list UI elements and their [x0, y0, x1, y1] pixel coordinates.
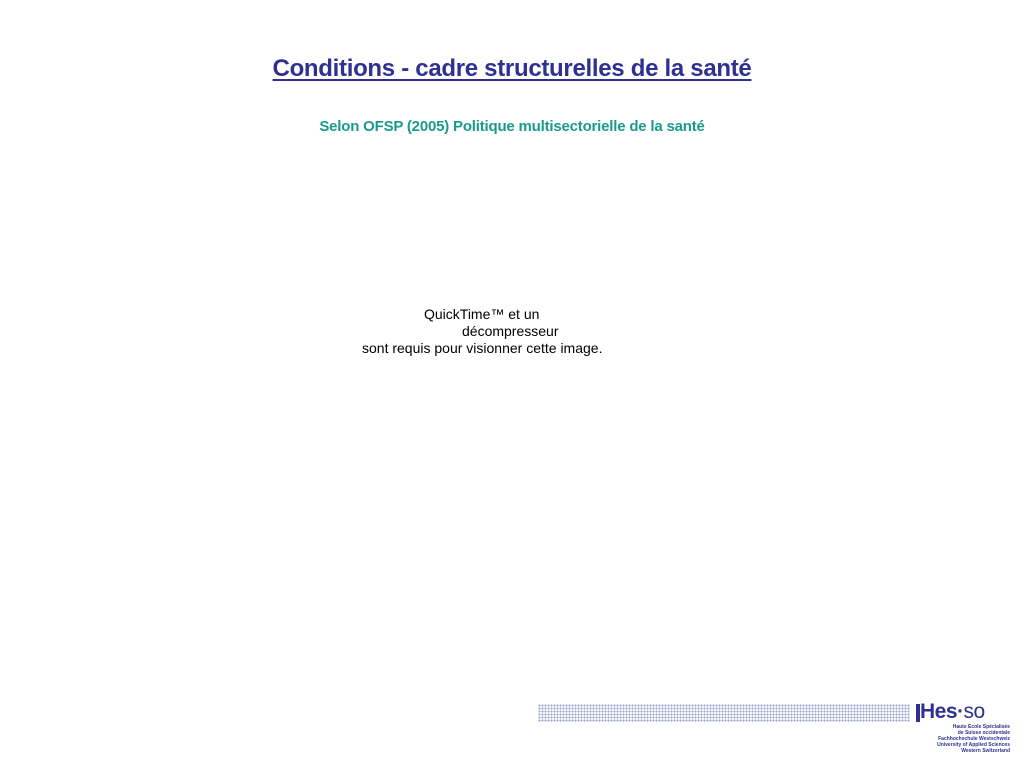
logo-wordmark	[920, 700, 985, 724]
hes-so-logo	[916, 700, 1016, 752]
logo-subline-3: Fachhochschule Westschweiz	[938, 736, 1010, 742]
footer-dot-pattern	[538, 704, 910, 722]
placeholder-line-1: QuickTime™ et un	[424, 306, 540, 322]
missing-image-placeholder	[354, 306, 654, 357]
logo-name-main: Hes	[920, 700, 958, 723]
logo-name-dot: ·	[957, 700, 964, 723]
placeholder-line-3: sont requis pour visionner cette image.	[362, 340, 603, 356]
logo-subline-5: Western Switzerland	[961, 748, 1010, 754]
logo-name-suffix: so	[963, 700, 985, 723]
slide-subtitle: Selon OFSP (2005) Politique multisectorielle de la santé	[319, 118, 705, 135]
logo-subline-2: de Suisse occidentale	[957, 730, 1010, 736]
slide-title: Conditions - cadre structurelles de la santé	[272, 55, 752, 82]
logo-subline-1: Haute Ecole Spécialisée	[952, 724, 1010, 730]
logo-subline-4: University of Applied Sciences	[937, 742, 1010, 748]
placeholder-line-2: décompresseur	[462, 323, 559, 339]
